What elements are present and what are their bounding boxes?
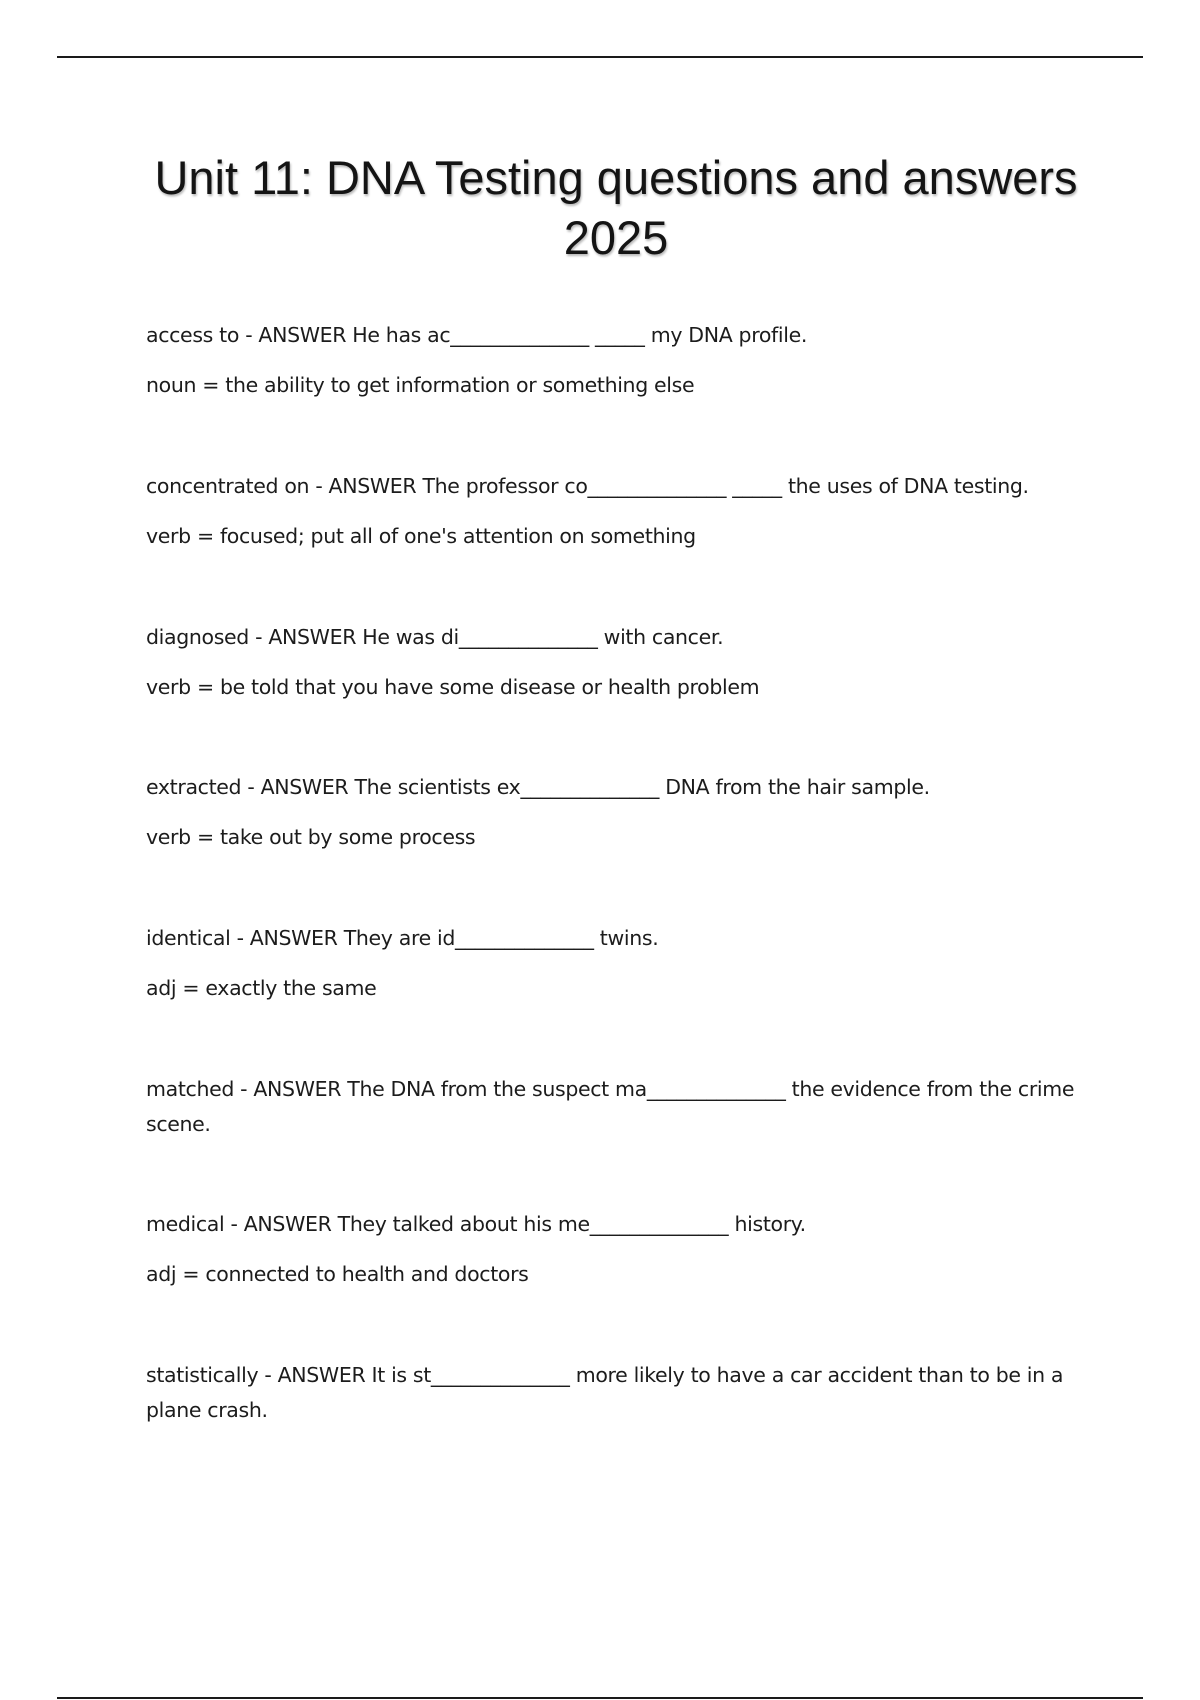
page-title: Unit 11: DNA Testing questions and answers 2025 xyxy=(154,151,1078,264)
entry-question: medical - ANSWER They talked about his me______________ history. xyxy=(146,1212,806,1236)
bottom-rule xyxy=(57,1697,1143,1699)
entry-definition: adj = exactly the same xyxy=(146,976,377,1000)
entry-extracted xyxy=(146,770,1086,855)
entry-diagnosed xyxy=(146,620,1086,705)
entry-question: concentrated on - ANSWER The professor co______________ _____ the uses of DNA testing. xyxy=(146,474,1029,498)
entry-question: matched - ANSWER The DNA from the suspect ma______________ the evidence from the crime scene. xyxy=(146,1077,1075,1136)
entry-question: statistically - ANSWER It is st______________ more likely to have a car accident than to be in a plane crash. xyxy=(146,1363,1064,1422)
entry-identical xyxy=(146,921,1086,1006)
entry-question: extracted - ANSWER The scientists ex______________ DNA from the hair sample. xyxy=(146,775,930,799)
top-rule xyxy=(57,56,1143,58)
entry-access-to xyxy=(146,318,1086,403)
entry-definition: adj = connected to health and doctors xyxy=(146,1262,529,1286)
entry-definition: verb = be told that you have some disease or health problem xyxy=(146,675,760,699)
entry-definition: noun = the ability to get information or something else xyxy=(146,373,695,397)
entry-medical xyxy=(146,1207,1086,1292)
entry-statistically xyxy=(146,1358,1086,1428)
entry-definition: verb = focused; put all of one's attention on something xyxy=(146,524,696,548)
entry-concentrated-on xyxy=(146,469,1086,554)
entry-matched xyxy=(146,1072,1086,1142)
entry-definition: verb = take out by some process xyxy=(146,825,476,849)
entry-question: access to - ANSWER He has ac______________ _____ my DNA profile. xyxy=(146,323,808,347)
entry-question: diagnosed - ANSWER He was di______________ with cancer. xyxy=(146,625,724,649)
entry-question: identical - ANSWER They are id______________ twins. xyxy=(146,926,659,950)
